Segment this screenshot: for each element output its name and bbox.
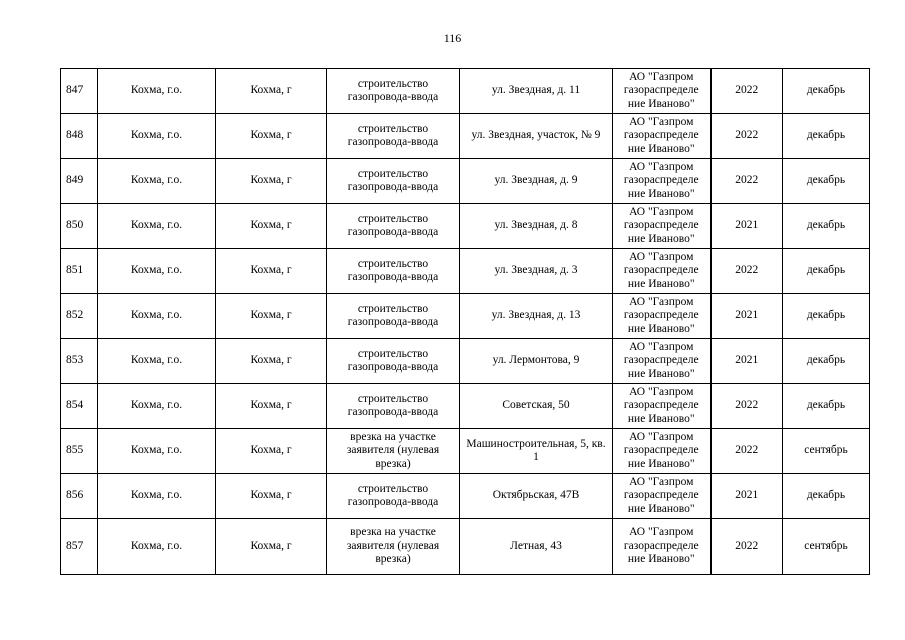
table-row [61, 159, 870, 204]
table-row [61, 339, 870, 384]
month-cell: декабрь [783, 69, 870, 114]
work-type-cell: строительство газопровода-ввода [327, 114, 460, 159]
address-cell: Советская, 50 [460, 384, 613, 429]
year-cell: 2022 [711, 249, 783, 294]
settlement-cell: Кохма, г [216, 519, 327, 575]
work-type-cell: строительство газопровода-ввода [327, 69, 460, 114]
address-cell: ул. Звездная, д. 8 [460, 204, 613, 249]
work-type-cell: строительство газопровода-ввода [327, 384, 460, 429]
month-cell: декабрь [783, 384, 870, 429]
work-type-cell: врезка на участке заявителя (нулевая врезка) [327, 519, 460, 575]
year-cell: 2021 [711, 339, 783, 384]
month-cell: декабрь [783, 204, 870, 249]
month-cell: декабрь [783, 249, 870, 294]
year-cell: 2022 [711, 114, 783, 159]
settlement-cell: Кохма, г [216, 384, 327, 429]
table-row [61, 294, 870, 339]
organization-cell: АО "Газпром газораспределе ние Иваново" [613, 519, 711, 575]
settlement-cell: Кохма, г [216, 69, 327, 114]
year-cell: 2022 [711, 69, 783, 114]
settlement-cell: Кохма, г [216, 429, 327, 474]
table-row [61, 249, 870, 294]
month-cell: сентябрь [783, 519, 870, 575]
row-number: 856 [61, 474, 98, 519]
year-cell: 2022 [711, 384, 783, 429]
municipality-cell: Кохма, г.о. [98, 429, 216, 474]
address-cell: ул. Лермонтова, 9 [460, 339, 613, 384]
address-cell: Октябрьская, 47В [460, 474, 613, 519]
row-number: 853 [61, 339, 98, 384]
work-type-cell: строительство газопровода-ввода [327, 339, 460, 384]
work-type-cell: строительство газопровода-ввода [327, 249, 460, 294]
year-cell: 2021 [711, 204, 783, 249]
organization-cell: АО "Газпром газораспределе ние Иваново" [613, 204, 711, 249]
gas-connection-table [60, 68, 870, 575]
organization-cell: АО "Газпром газораспределе ние Иваново" [613, 249, 711, 294]
row-number: 848 [61, 114, 98, 159]
work-type-cell: строительство газопровода-ввода [327, 294, 460, 339]
settlement-cell: Кохма, г [216, 339, 327, 384]
settlement-cell: Кохма, г [216, 474, 327, 519]
table-row [61, 429, 870, 474]
row-number: 849 [61, 159, 98, 204]
address-cell: ул. Звездная, участок, № 9 [460, 114, 613, 159]
month-cell: декабрь [783, 159, 870, 204]
organization-cell: АО "Газпром газораспределе ние Иваново" [613, 474, 711, 519]
work-type-cell: строительство газопровода-ввода [327, 204, 460, 249]
municipality-cell: Кохма, г.о. [98, 339, 216, 384]
organization-cell: АО "Газпром газораспределе ние Иваново" [613, 114, 711, 159]
year-cell: 2022 [711, 429, 783, 474]
row-number: 852 [61, 294, 98, 339]
settlement-cell: Кохма, г [216, 159, 327, 204]
settlement-cell: Кохма, г [216, 204, 327, 249]
month-cell: декабрь [783, 114, 870, 159]
organization-cell: АО "Газпром газораспределе ние Иваново" [613, 429, 711, 474]
address-cell: ул. Звездная, д. 9 [460, 159, 613, 204]
month-cell: сентябрь [783, 429, 870, 474]
address-cell: Машиностроительная, 5, кв. 1 [460, 429, 613, 474]
organization-cell: АО "Газпром газораспределе ние Иваново" [613, 159, 711, 204]
work-type-cell: врезка на участке заявителя (нулевая врезка) [327, 429, 460, 474]
year-cell: 2022 [711, 519, 783, 575]
municipality-cell: Кохма, г.о. [98, 159, 216, 204]
municipality-cell: Кохма, г.о. [98, 519, 216, 575]
table-row [61, 204, 870, 249]
municipality-cell: Кохма, г.о. [98, 114, 216, 159]
table-row [61, 519, 870, 575]
work-type-cell: строительство газопровода-ввода [327, 159, 460, 204]
municipality-cell: Кохма, г.о. [98, 294, 216, 339]
row-number: 855 [61, 429, 98, 474]
address-cell: ул. Звездная, д. 11 [460, 69, 613, 114]
month-cell: декабрь [783, 474, 870, 519]
row-number: 854 [61, 384, 98, 429]
table-body [61, 69, 870, 575]
row-number: 850 [61, 204, 98, 249]
table-row [61, 384, 870, 429]
row-number: 847 [61, 69, 98, 114]
settlement-cell: Кохма, г [216, 114, 327, 159]
table-row [61, 474, 870, 519]
address-cell: Летная, 43 [460, 519, 613, 575]
year-cell: 2021 [711, 294, 783, 339]
address-cell: ул. Звездная, д. 13 [460, 294, 613, 339]
settlement-cell: Кохма, г [216, 249, 327, 294]
municipality-cell: Кохма, г.о. [98, 474, 216, 519]
settlement-cell: Кохма, г [216, 294, 327, 339]
address-cell: ул. Звездная, д. 3 [460, 249, 613, 294]
municipality-cell: Кохма, г.о. [98, 249, 216, 294]
organization-cell: АО "Газпром газораспределе ние Иваново" [613, 69, 711, 114]
municipality-cell: Кохма, г.о. [98, 384, 216, 429]
work-type-cell: строительство газопровода-ввода [327, 474, 460, 519]
table-row [61, 69, 870, 114]
row-number: 851 [61, 249, 98, 294]
month-cell: декабрь [783, 294, 870, 339]
row-number: 857 [61, 519, 98, 575]
municipality-cell: Кохма, г.о. [98, 204, 216, 249]
organization-cell: АО "Газпром газораспределе ние Иваново" [613, 339, 711, 384]
organization-cell: АО "Газпром газораспределе ние Иваново" [613, 294, 711, 339]
table-row [61, 114, 870, 159]
municipality-cell: Кохма, г.о. [98, 69, 216, 114]
organization-cell: АО "Газпром газораспределе ние Иваново" [613, 384, 711, 429]
year-cell: 2022 [711, 159, 783, 204]
year-cell: 2021 [711, 474, 783, 519]
month-cell: декабрь [783, 339, 870, 384]
page-number: 116 [443, 31, 462, 45]
